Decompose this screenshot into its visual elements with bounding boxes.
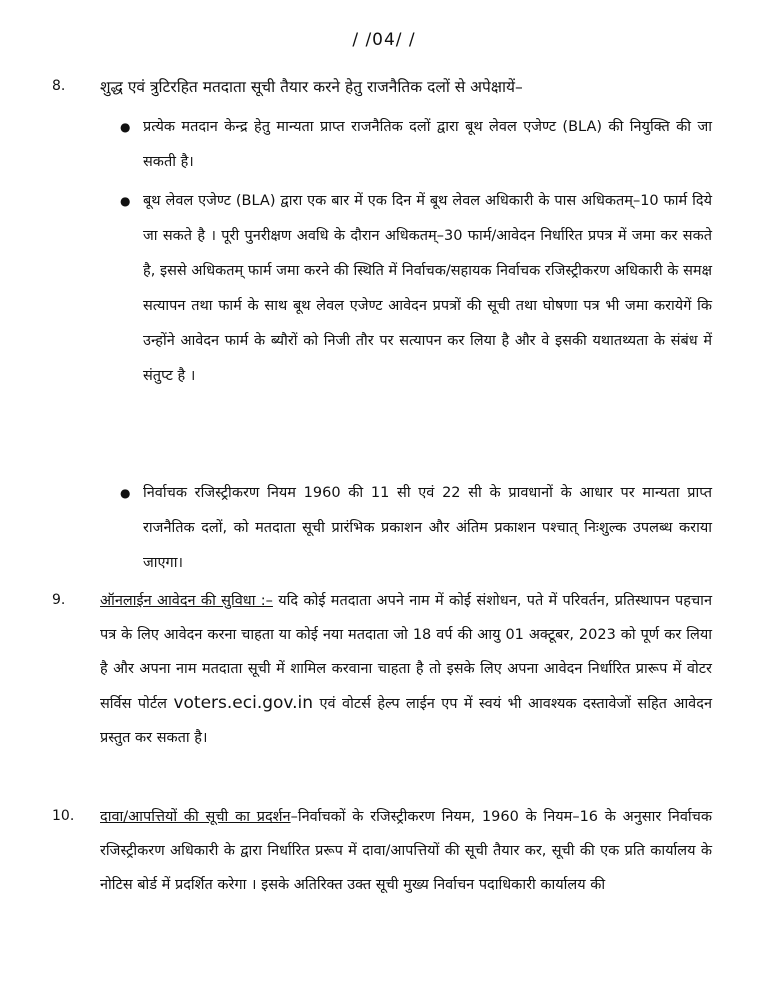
bullet-text: निर्वाचक रजिस्ट्रीकरण नियम 1960 की 11 सी एवं 22 सी के प्रावधानों के आधार पर मान्यता प्राप्त राजनैतिक दलों, को मतदाता सूची प्रारंभिक प्रकाशन और अंतिम प्रकाशन पश्चात् निःशुल्क उपलब्ध कराया जाएगा।	[143, 485, 712, 571]
bullet-text: प्रत्येक मतदान केन्द्र हेतु मान्यता प्राप्त राजनैतिक दलों द्वारा बूथ लेवल एजेण्ट (BLA) की नियुक्ति की जा सकती है।	[143, 119, 712, 170]
section-9-text	[100, 584, 712, 755]
section-10-body: –निर्वाचकों के रजिस्ट्रीकरण नियम, 1960 के नियम–16 के अनुसार निर्वाचक रजिस्ट्रीकरण अधिकारी के द्वारा निर्धारित प्ररूप में दावा/आपत्तियों की सूची तैयार कर, सूची की एक प्रति कार्यालय के नोटिस बोर्ड में प्रदर्शित करेगा । इसके अतिरिक्त उक्त सूची मुख्य निर्वाचन पदाधिकारी कार्यालय की	[100, 809, 712, 893]
section-10-text	[100, 800, 712, 902]
section-10-title: दावा/आपत्तियों की सूची का प्रदर्शन	[100, 809, 291, 825]
section-8-heading: शुद्ध एवं त्रुटिरहित मतदाता सूची तैयार करने हेतु राजनैतिक दलों से अपेक्षायें–	[100, 78, 523, 96]
bullet-text: बूथ लेवल एजेण्ट (BLA) द्वारा एक बार में एक दिन में बूथ लेवल अधिकारी के पास अधिकतम्–10 फार्म दिये जा सकते है । पूरी पुनरीक्षण अवधि के दौरान अधिकतम्–30 फार्म/आवेदन निर्धारित प्रपत्र में जमा कर सकते है, इससे अधिकतम् फार्म जमा करने की स्थिति में निर्वाचक/सहायक निर्वाचक रजिस्ट्रीकरण अधिकारी के समक्ष सत्यापन तथा फार्म के साथ बूथ लेवल एजेण्ट आवेदन प्रपत्रों की सूची तथा घोषणा पत्र भी जमा करायेगें कि उन्होंने आवेदन फार्म के ब्यौरों को निजी तौर पर सत्यापन कर लिया है और वे इसकी यथातथ्यता के संबंध में संतुप्ट है ।	[143, 193, 712, 384]
section-9-text-before-url: यदि कोई मतदाता अपने नाम में कोई संशोधन, पते में परिवर्तन, प्रतिस्थापन पहचान पत्र के लिए आवेदन करना चाहता या कोई नया मतदाता जो 18 वर्प की आयु 01 अक्टूबर, 2023 को पूर्ण कर लिया है और अपना नाम मतदाता सूची में शामिल करवाना चाहता है तो इसके लिए अपना आवेदन निर्धारित प्रारूप में वोटर सर्विस पोर्टल	[100, 593, 712, 712]
page-number: / /04/ /	[352, 30, 416, 50]
bullet-marker: ●	[120, 486, 131, 500]
voter-portal-url: voters.eci.gov.in	[173, 693, 314, 713]
section-9-title: ऑनलाईन आवेदन की सुविधा :–	[100, 593, 273, 609]
section-9-number: 9.	[52, 592, 66, 608]
section-9-text-after-url: एवं वोटर्स हेल्प लाईन एप में स्वयं भी आवश्यक दस्तावेजों सहित आवेदन प्रस्तुत कर सकता है।	[100, 696, 712, 746]
section-8-number: 8.	[52, 78, 66, 94]
section-10-number: 10.	[52, 808, 75, 824]
bullet-marker: ●	[120, 120, 131, 134]
bullet-marker: ●	[120, 194, 131, 208]
